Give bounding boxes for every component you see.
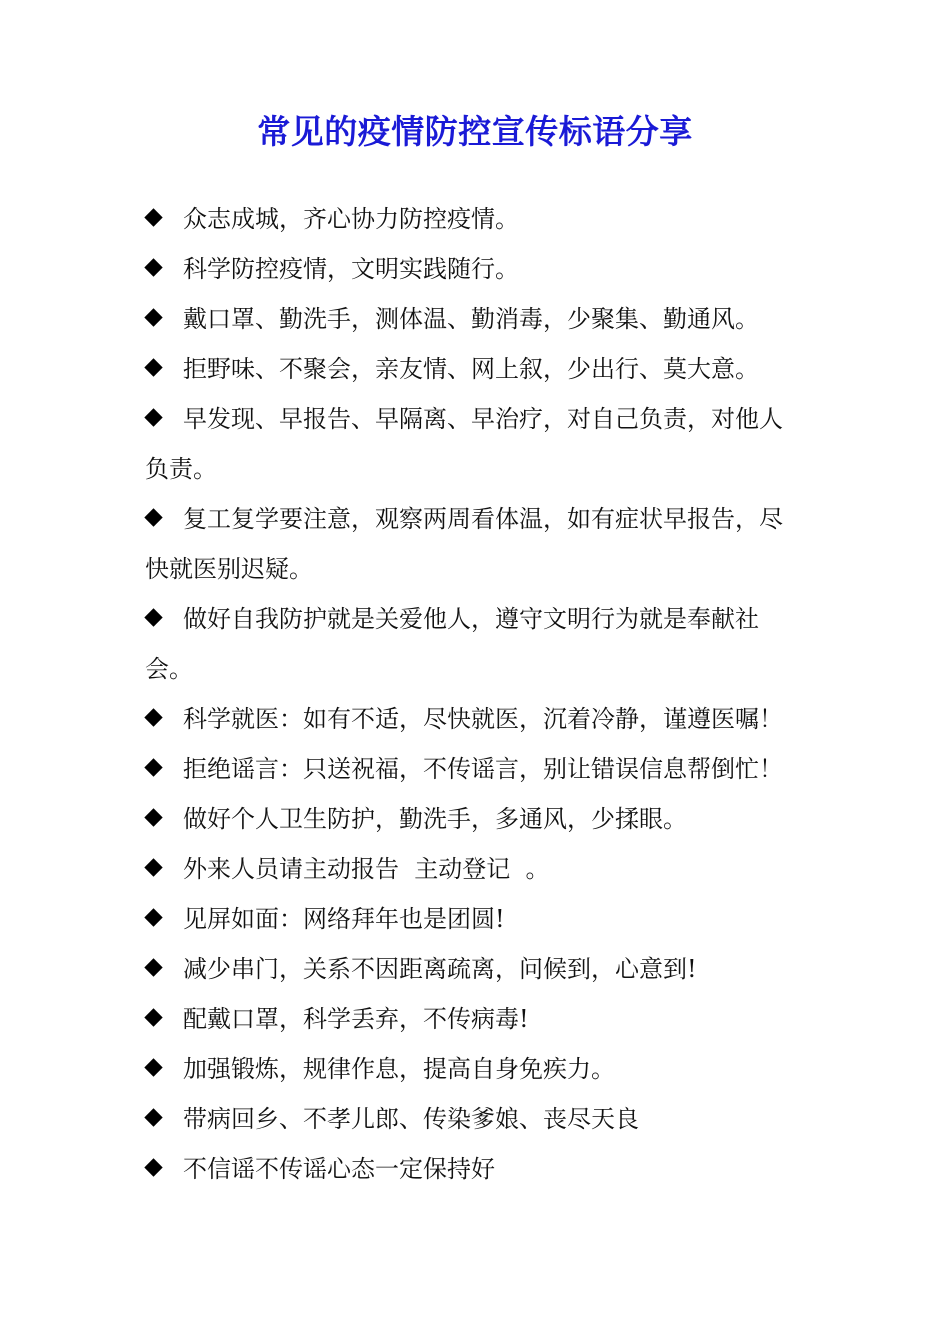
slogan-text: 拒绝谣言：只送祝福，不传谣言，别让错误信息帮倒忙！ [183, 755, 783, 783]
slogan-text: 见屏如面：网络拜年也是团圆! [183, 905, 505, 933]
diamond-bullet-icon [144, 958, 162, 976]
list-item [145, 894, 805, 944]
list-item [145, 594, 805, 694]
slogan-text: 众志成城，齐心协力防控疫情。 [183, 205, 519, 233]
diamond-bullet-icon [144, 508, 162, 526]
slogan-text: 加强锻炼，规律作息，提高自身免疾力。 [183, 1055, 615, 1083]
slogan-text: 复工复学要注意，观察两周看体温，如有症状早报告，尽快就医别迟疑。 [145, 505, 783, 583]
diamond-bullet-icon [144, 1008, 162, 1026]
diamond-bullet-icon [144, 758, 162, 776]
slogan-text: 拒野味、不聚会，亲友情、网上叙，少出行、莫大意。 [183, 355, 759, 383]
diamond-bullet-icon [144, 708, 162, 726]
list-item [145, 1144, 805, 1194]
list-item [145, 944, 805, 994]
list-item [145, 294, 805, 344]
list-item [145, 744, 805, 794]
slogan-text: 带病回乡、不孝儿郎、传染爹娘、丧尽天良 [183, 1105, 639, 1133]
slogan-text: 戴口罩、勤洗手，测体温、勤消毒，少聚集、勤通风。 [183, 305, 759, 333]
list-item [145, 494, 805, 594]
document-title: 常见的疫情防控宣传标语分享 [257, 112, 693, 152]
diamond-bullet-icon [144, 208, 162, 226]
slogan-text: 减少串门，关系不因距离疏离，问候到，心意到! [183, 955, 697, 983]
diamond-bullet-icon [144, 1108, 162, 1126]
diamond-bullet-icon [144, 408, 162, 426]
slogan-text: 科学就医：如有不适，尽快就医，沉着冷静，谨遵医嘱！ [183, 705, 783, 733]
diamond-bullet-icon [144, 808, 162, 826]
diamond-bullet-icon [144, 1058, 162, 1076]
diamond-bullet-icon [144, 1158, 162, 1176]
list-item [145, 394, 805, 494]
slogan-text: 外来人员请主动报告 主动登记 。 [183, 855, 550, 883]
list-item [145, 344, 805, 394]
diamond-bullet-icon [144, 258, 162, 276]
list-item [145, 694, 805, 744]
list-item [145, 194, 805, 244]
diamond-bullet-icon [144, 908, 162, 926]
diamond-bullet-icon [144, 308, 162, 326]
slogan-text: 科学防控疫情，文明实践随行。 [183, 255, 519, 283]
diamond-bullet-icon [144, 358, 162, 376]
list-item [145, 1094, 805, 1144]
diamond-bullet-icon [144, 858, 162, 876]
slogan-text: 不信谣不传谣心态一定保持好 [183, 1155, 495, 1183]
slogan-text: 做好自我防护就是关爱他人，遵守文明行为就是奉献社会。 [145, 605, 759, 683]
slogan-text: 配戴口罩，科学丢弃，不传病毒! [183, 1005, 529, 1033]
slogan-text: 早发现、早报告、早隔离、早治疗，对自己负责，对他人负责。 [145, 405, 783, 483]
diamond-bullet-icon [144, 608, 162, 626]
list-item [145, 244, 805, 294]
slogan-text: 做好个人卫生防护，勤洗手，多通风，少揉眼。 [183, 805, 687, 833]
slogan-list [145, 194, 805, 1194]
list-item [145, 994, 805, 1044]
list-item [145, 1044, 805, 1094]
list-item [145, 844, 805, 894]
list-item [145, 794, 805, 844]
